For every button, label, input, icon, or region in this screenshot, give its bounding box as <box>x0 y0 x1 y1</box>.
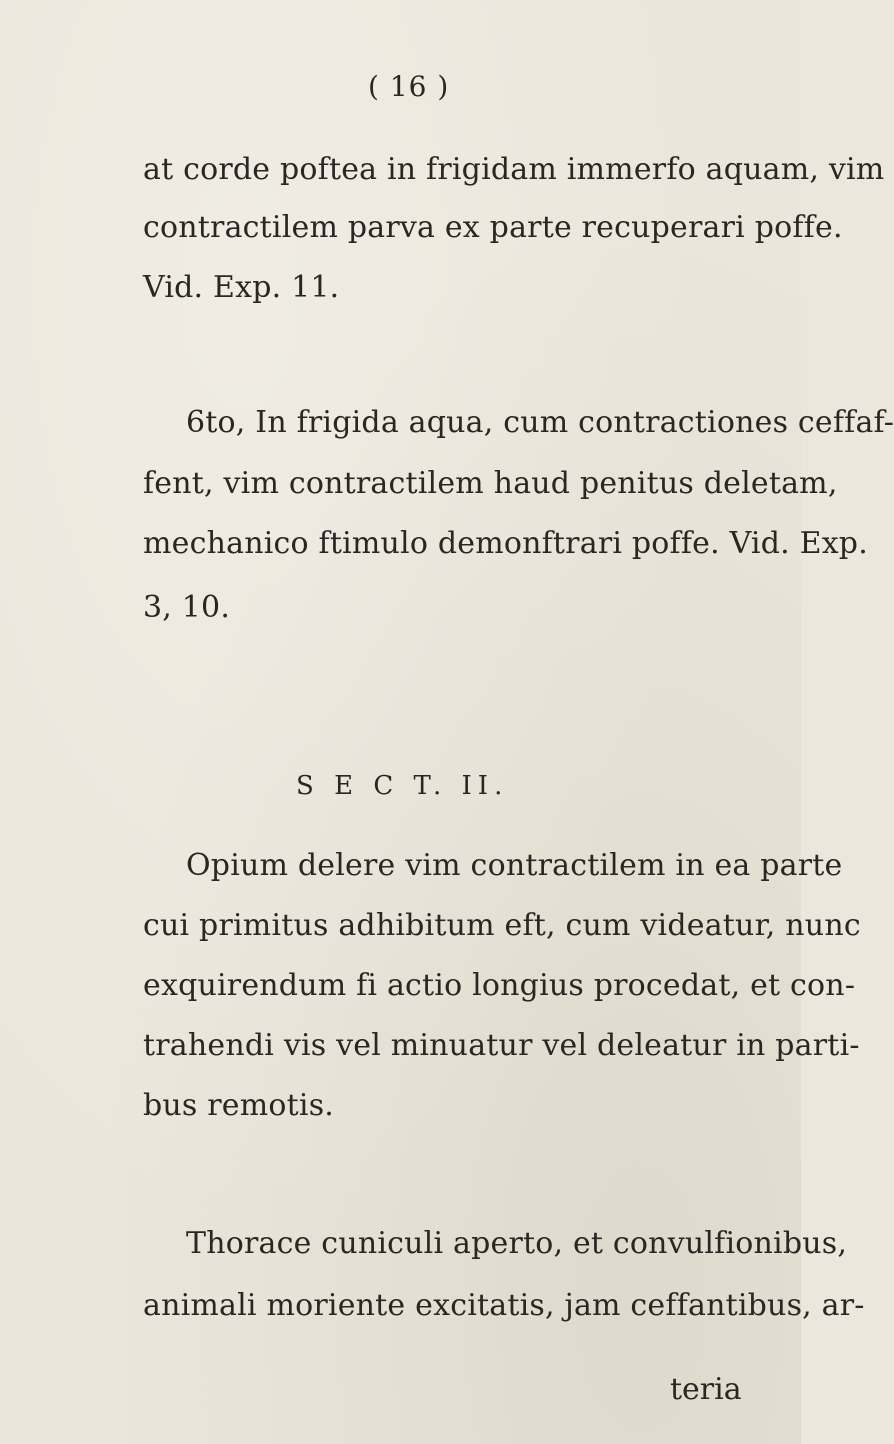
paragraph-3-line-5: bus remotis. <box>143 1088 335 1123</box>
paragraph-4-line-1: Thorace cuniculi aperto, et convulfionibus, <box>186 1226 848 1261</box>
paragraph-3-line-3: exquirendum fi actio longius procedat, et con- <box>143 968 856 1003</box>
paragraph-2-line-2: fent, vim contractilem haud penitus deletam, <box>143 466 838 501</box>
catchword: teria <box>670 1372 742 1407</box>
paragraph-3-line-4: trahendi vis vel minuatur vel deleatur in parti- <box>143 1028 860 1063</box>
section-heading: S E C T. II. <box>296 771 509 801</box>
paragraph-2-line-3: mechanico ftimulo demonftrari poffe. Vid. Exp. <box>143 526 868 561</box>
paragraph-1-line-1: at corde poftea in frigidam immerfo aquam, vim <box>143 152 885 187</box>
page-number-header <box>368 70 449 104</box>
paragraph-1-line-3: Vid. Exp. 11. <box>143 270 340 305</box>
paragraph-3-line-1: Opium delere vim contractilem in ea parte <box>186 848 843 883</box>
header-text: ( 16 ) <box>368 70 450 103</box>
paragraph-2-line-1: 6to, In frigida aqua, cum contractiones ceffaf- <box>186 405 894 440</box>
paragraph-3-line-2: cui primitus adhibitum eft, cum videatur, nunc <box>143 908 861 943</box>
paragraph-2-line-4: 3, 10. <box>143 590 231 625</box>
paragraph-4-line-2: animali moriente excitatis, jam ceffantibus, ar- <box>143 1288 865 1323</box>
paragraph-1-line-2: contractilem parva ex parte recuperari poffe. <box>143 210 843 245</box>
